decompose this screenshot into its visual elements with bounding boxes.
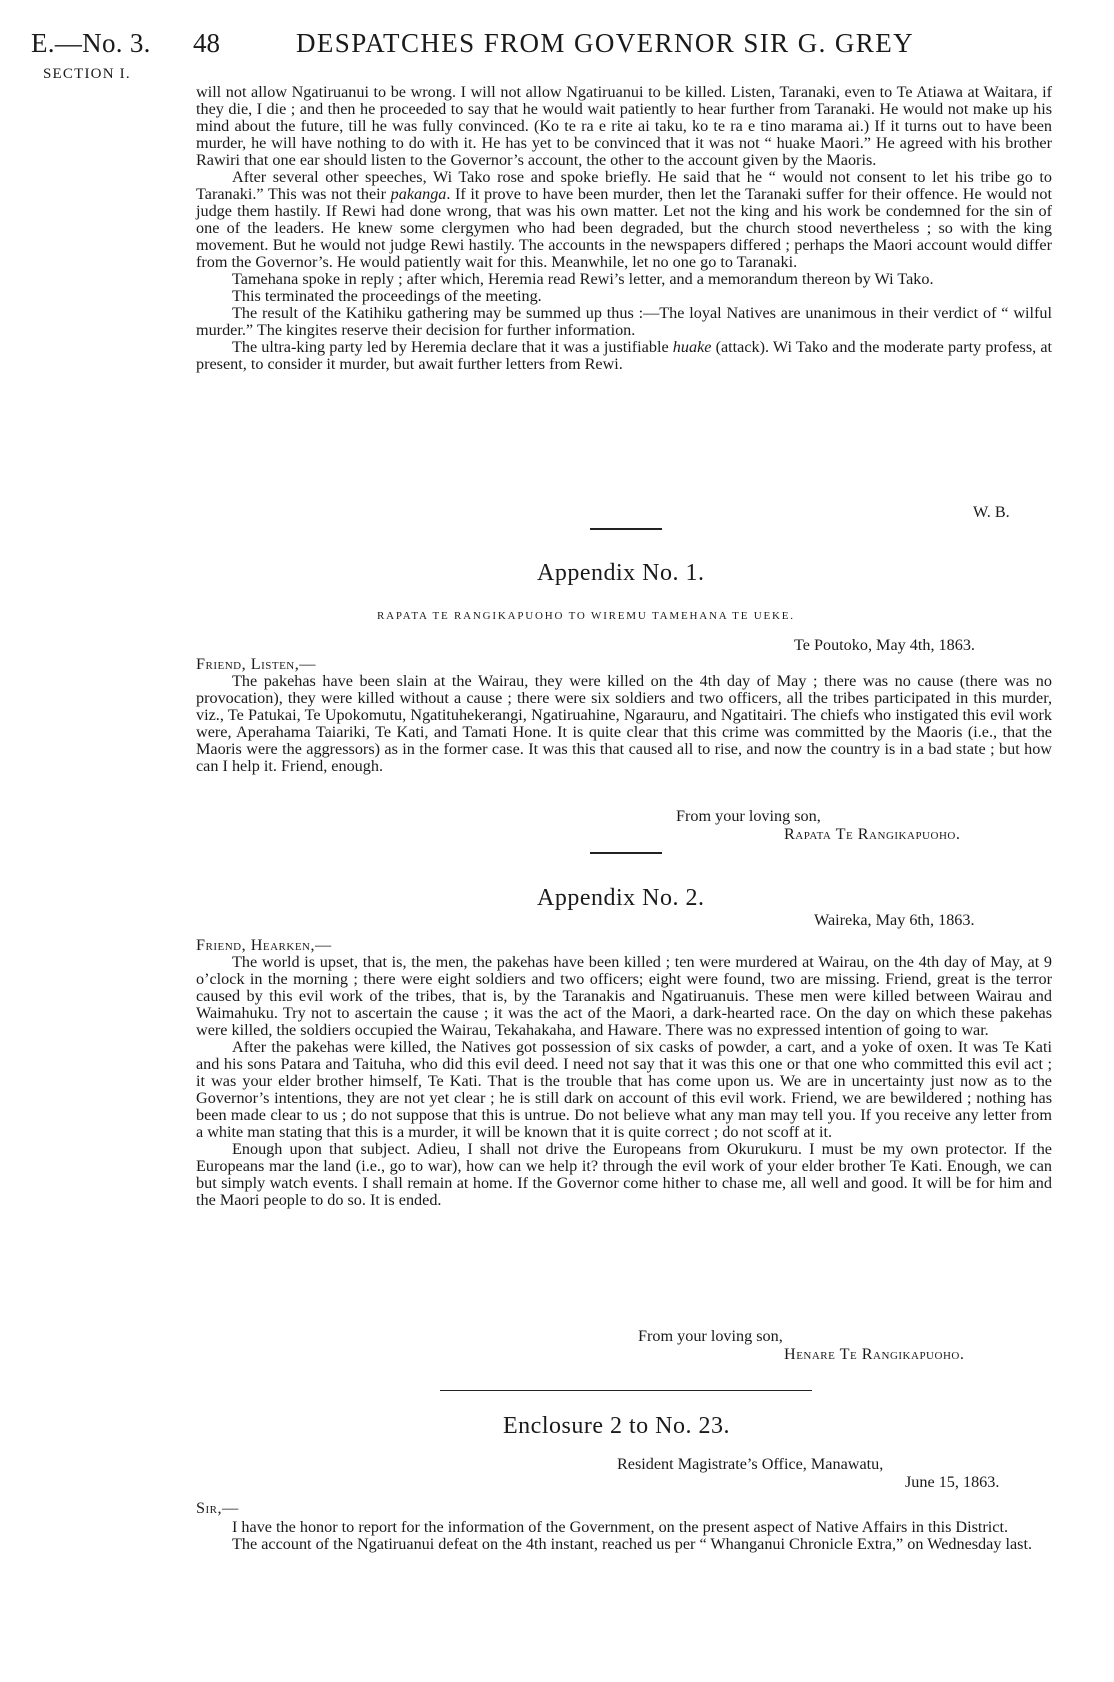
paragraph: The ultra-king party led by Heremia declare that it was a justifiable huake (attack). Wi Tako and the moderate party profess, at present, to consider it murder, but await further letters from Rewi.: [196, 338, 1052, 373]
salutation: Sir,—: [196, 1499, 239, 1517]
paragraph: After the pakehas were killed, the Natives got possession of six casks of powder, a cart, and a yoke of oxen. It was Te Kati and his sons Patara and Taituha, who did this evil deed. I need not say that it was this one or that one who committed this evil act ; it was your elder brother himself, Te Kati. That is the trouble that has come upon us. We are in uncertainty just now as to the Governor’s intentions, they are not yet clear ; he is still dark on account of this evil work. Friend, we are bewildered ; nothing has been made clear to us ; do not suppose that this is untrue. Do not believe what any man may tell you. If you receive any letter from a white man stating that this is a murder, it will be known that it is quite correct ; do not scoff at it.: [196, 1038, 1052, 1141]
paragraph: The result of the Katihiku gathering may be summed up thus :—The loyal Natives are unanimous in their verdict of “ wilful murder.” The kingites reserve their decision for further information.: [196, 304, 1052, 339]
paragraph: Enough upon that subject. Adieu, I shall not drive the Europeans from Okurukuru. I must be my own protector. If the Europeans mar the land (i.e., go to war), how can we help it? through the evil work of your elder brother Te Kati. Enough, we can but simply watch events. I shall remain at home. If the Governor come hither to chase me, all well and good. It will be for him and the Maori people to do so. It is ended.: [196, 1140, 1052, 1209]
paragraph: I have the honor to report for the information of the Government, on the present aspect of Native Affairs in this District.: [232, 1518, 1009, 1536]
appendix-1-subheading: RAPATA TE RANGIKAPUOHO TO WIREMU TAMEHANA TE UEKE.: [377, 610, 795, 622]
place-date: Waireka, May 6th, 1863.: [814, 911, 975, 929]
section-subtitle: SECTION I.: [43, 66, 131, 82]
appendix-1-body: [196, 673, 1052, 775]
office-line: Resident Magistrate’s Office, Manawatu,: [617, 1455, 884, 1473]
paragraph: After several other speeches, Wi Tako rose and spoke briefly. He said that he “ would not consent to let his tribe go to Taranaki.” This was not their pakanga. If it prove to have been murder, then let the Taranaki suffer for their offence. He would not judge them hastily. If Rewi had done wrong, that was his own matter. Let not the king and his work be condemned for the sin of one of the leaders. He knew some clergymen who had been degraded, but the church stood nevertheless ; so with the king movement. But he would not judge Rewi hastily. The accounts in the newspapers differed ; perhaps the Maori account would differ from the Governor’s. He would patiently wait for this. Meanwhile, let no one go to Taranaki.: [196, 168, 1052, 271]
closing: From your loving son,: [676, 807, 821, 825]
signature: Henare Te Rangikapuoho.: [784, 1345, 965, 1363]
divider: [590, 852, 662, 854]
appendix-1-heading: Appendix No. 1.: [537, 560, 705, 586]
paragraph: The pakehas have been slain at the Wairau, they were killed on the 4th day of May ; there was no cause (there was no provocation), they were killed without a cause ; there were six soldiers and two officers, all the tribes participated in this murder, viz., Te Patukai, Te Upokomutu, Ngatituhekerangi, Ngatiruahine, Ngarauru, and Ngatitairi. The chiefs who instigated this evil work were, Aperahama Taiariki, Te Kati, and Tamati Hone. It is quite clear that this crime was committed by the Maoris (i.e., that the Maoris were the aggressors) as in the former case. It was this that caused all to rise, and now the country is in a bad state ; but how can I help it. Friend, enough.: [196, 672, 1052, 775]
paragraph: The world is upset, that is, the men, the pakehas have been killed ; ten were murdered at Wairau, on the 4th day of May, at 9 o’clock in the morning ; there were eight soldiers and two officers; eight were found, two are missing. Friend, great is the terror caused by this evil work of the tribes, that is, by the Taranakis and Ngatiruanuis. These men were killed between Wairau and Waimahuku. Try not to ascertain the cause ; it was the act of the Maori, a dark-hearted race. On the day on which these pakehas were killed, the soldiers occupied the Wairau, Tekahakaha, and Haware. There was no expressed intention of going to war.: [196, 953, 1052, 1039]
page-number: 48: [193, 28, 220, 58]
appendix-2-heading: Appendix No. 2.: [537, 885, 705, 911]
divider: [440, 1390, 812, 1391]
initials: W. B.: [973, 503, 1010, 521]
paragraph: The account of the Ngatiruanui defeat on the 4th instant, reached us per “ Whanganui Chronicle Extra,” on Wednesday last.: [232, 1535, 1032, 1553]
place-date: Te Poutoko, May 4th, 1863.: [794, 636, 975, 654]
salutation: Friend, Listen,—: [196, 655, 316, 673]
divider: [590, 528, 662, 530]
appendix-2-body: [196, 954, 1052, 1209]
section-reference: E.—No. 3.: [31, 28, 151, 58]
salutation: Friend, Hearken,—: [196, 936, 332, 954]
meeting-report: [196, 84, 1052, 373]
paragraph: This terminated the proceedings of the meeting.: [232, 287, 542, 305]
date-line: June 15, 1863.: [905, 1473, 1000, 1491]
enclosure-body: [196, 1519, 1052, 1553]
paragraph: Tamehana spoke in reply ; after which, Heremia read Rewi’s letter, and a memorandum thereon by Wi Tako.: [232, 270, 934, 288]
closing: From your loving son,: [638, 1327, 783, 1345]
running-title: DESPATCHES FROM GOVERNOR SIR G. GREY: [296, 28, 915, 58]
signature: Rapata Te Rangikapuoho.: [784, 825, 961, 843]
paragraph: will not allow Ngatiruanui to be wrong. I will not allow Ngatiruanui to be killed. Listen, Taranaki, even to Te Atiawa at Waitara, if they die, I die ; and then he proceeded to say that he would wait patiently to hear further from Taranaki. He would not make up his mind about the future, till he was fully convinced. (Ko te ra e rite ai taku, ko te ra e tino marama ai.) If it turns out to have been murder, he will have nothing to do with it. He has yet to be convinced that it was not “ huake Maori.” He agreed with his brother Rawiri that one ear should listen to the Governor’s account, the other to the account given by the Maoris.: [196, 83, 1052, 169]
enclosure-heading: Enclosure 2 to No. 23.: [503, 1413, 730, 1439]
